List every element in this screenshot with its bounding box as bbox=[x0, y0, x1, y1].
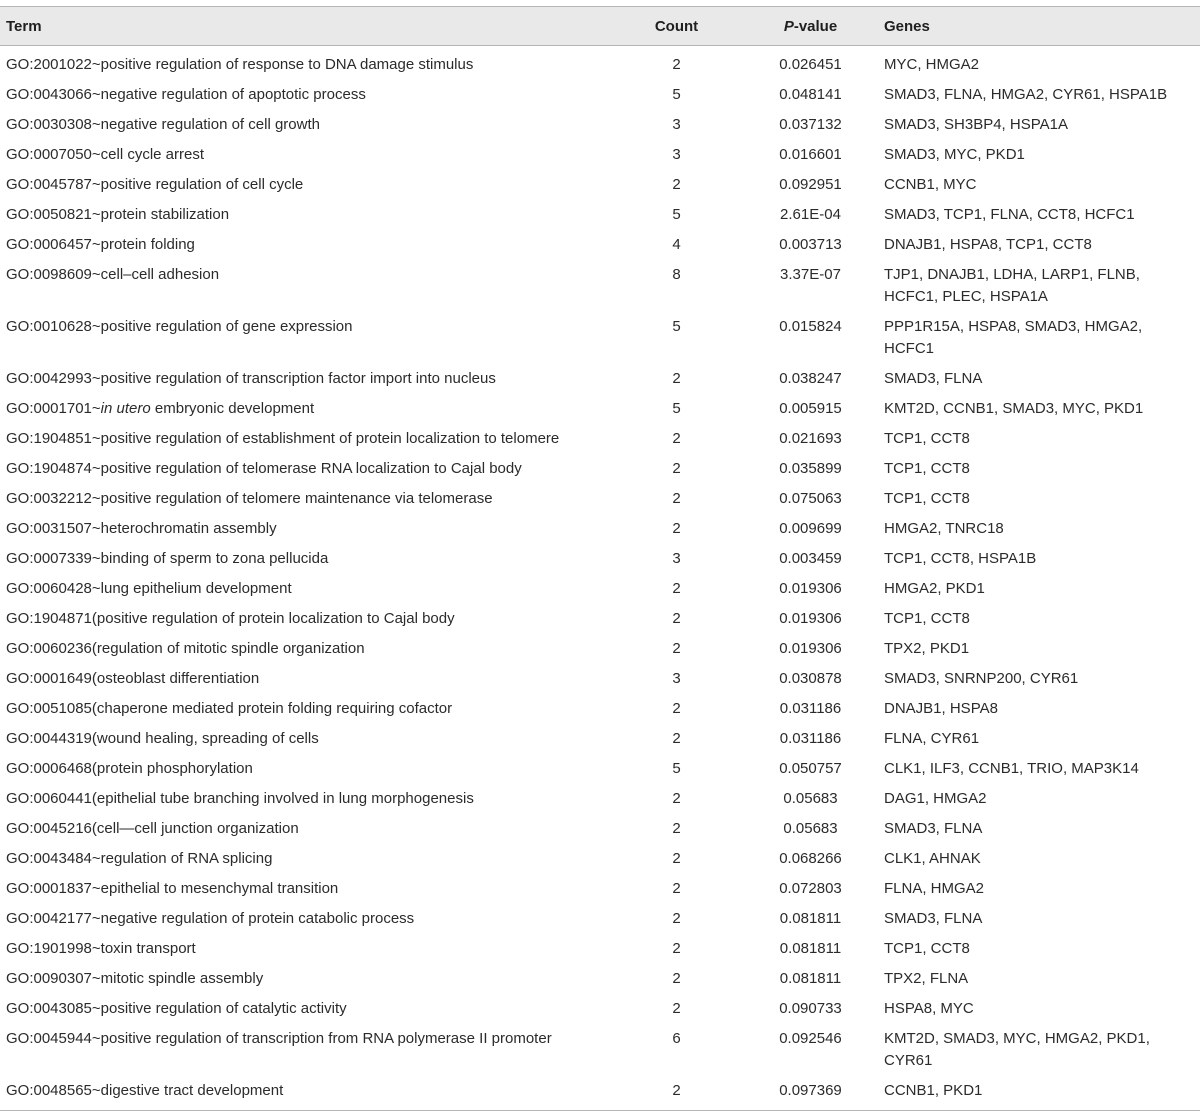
cell-count: 4 bbox=[672, 236, 681, 253]
cell-count: 5 bbox=[672, 400, 681, 417]
cell-genes: DAG1, HMGA2 bbox=[884, 790, 987, 807]
cell-term: GO:0045944~positive regulation of transcription from RNA polymerase II promoter bbox=[6, 1030, 552, 1047]
cell-p-value: 0.097369 bbox=[747, 1076, 874, 1111]
cell-genes: TCP1, CCT8 bbox=[884, 940, 970, 957]
header-term: Term bbox=[0, 7, 606, 46]
cell-term: GO:0060428~lung epithelium development bbox=[6, 580, 292, 597]
cell-genes: TCP1, CCT8 bbox=[884, 490, 970, 507]
cell-genes: SMAD3, FLNA, HMGA2, CYR61, HSPA1B bbox=[884, 86, 1168, 103]
table-row bbox=[0, 694, 1200, 724]
table-row bbox=[0, 664, 1200, 694]
cell-count: 2 bbox=[672, 610, 681, 627]
cell-count: 2 bbox=[672, 910, 681, 927]
cell-genes: SMAD3, FLNA bbox=[884, 370, 983, 387]
table-row bbox=[0, 844, 1200, 874]
cell-genes: TJP1, DNAJB1, LDHA, LARP1, FLNB, HCFC1, PLEC, HSPA1A bbox=[884, 266, 1140, 305]
cell-p-value: 0.015824 bbox=[779, 318, 842, 335]
cell-count: 5 bbox=[672, 318, 681, 335]
cell-genes: KMT2D, SMAD3, MYC, HMGA2, PKD1, CYR61 bbox=[884, 1030, 1150, 1069]
cell-genes: SMAD3, TCP1, FLNA, CCT8, HCFC1 bbox=[884, 206, 1135, 223]
cell-genes: DNAJB1, HSPA8 bbox=[884, 700, 998, 717]
cell-term: GO:0044319(wound healing, spreading of cells bbox=[6, 730, 319, 747]
table-row bbox=[0, 784, 1200, 814]
cell-p-value: 0.081811 bbox=[779, 970, 842, 987]
cell-term: GO:0030308~negative regulation of cell growth bbox=[6, 116, 320, 133]
cell-term-suffix: embryonic development bbox=[150, 400, 315, 417]
cell-p-value: 0.003459 bbox=[779, 550, 842, 567]
cell-genes: DNAJB1, HSPA8, TCP1, CCT8 bbox=[884, 236, 1092, 253]
cell-genes: CLK1, AHNAK bbox=[884, 850, 981, 867]
cell-p-value: 0.005915 bbox=[779, 400, 842, 417]
cell-p-value: 0.048141 bbox=[779, 86, 842, 103]
cell-p-value: 0.019306 bbox=[779, 640, 842, 657]
cell-term bbox=[0, 394, 606, 424]
cell-genes: HSPA8, MYC bbox=[884, 1000, 974, 1017]
cell-count: 2 bbox=[672, 700, 681, 717]
cell-term: GO:1904851~positive regulation of establishment of protein localization to telomere bbox=[6, 430, 560, 447]
cell-count: 2 bbox=[672, 880, 681, 897]
cell-p-value: 0.019306 bbox=[779, 610, 842, 627]
cell-p-value: 0.035899 bbox=[779, 460, 842, 477]
cell-p-value: 0.072803 bbox=[779, 880, 842, 897]
cell-term: GO:0060441(epithelial tube branching involved in lung morphogenesis bbox=[6, 790, 474, 807]
cell-p-value: 0.075063 bbox=[779, 490, 842, 507]
cell-count: 2 bbox=[672, 56, 681, 73]
cell-genes: SMAD3, SNRNP200, CYR61 bbox=[884, 670, 1079, 687]
table-row bbox=[0, 574, 1200, 604]
header-p-value bbox=[747, 7, 874, 46]
cell-p-value: 0.050757 bbox=[779, 760, 842, 777]
table-row bbox=[0, 80, 1200, 110]
cell-count: 3 bbox=[672, 116, 681, 133]
cell-p-value: 2.61E-04 bbox=[780, 206, 841, 223]
cell-term: GO:0045787~positive regulation of cell cycle bbox=[6, 176, 304, 193]
cell-p-value: 0.021693 bbox=[779, 430, 842, 447]
cell-p-value: 0.092546 bbox=[779, 1030, 842, 1047]
cell-genes: FLNA, CYR61 bbox=[884, 730, 980, 747]
go-enrichment-table bbox=[0, 6, 1200, 1111]
cell-count: 2 bbox=[672, 176, 681, 193]
table-row bbox=[0, 46, 1200, 81]
table-row bbox=[0, 994, 1200, 1024]
cell-term: GO:0051085(chaperone mediated protein folding requiring cofactor bbox=[6, 700, 453, 717]
table-row bbox=[0, 604, 1200, 634]
cell-term: GO:0043085~positive regulation of catalytic activity bbox=[6, 1000, 347, 1017]
cell-p-value: 0.031186 bbox=[779, 730, 842, 747]
cell-term: GO:0045216(cell—cell junction organization bbox=[6, 820, 299, 837]
cell-term: GO:2001022~positive regulation of response to DNA damage stimulus bbox=[6, 56, 474, 73]
table-row bbox=[0, 964, 1200, 994]
cell-term: GO:0032212~positive regulation of telomere maintenance via telomerase bbox=[6, 490, 493, 507]
cell-term: GO:0042993~positive regulation of transcription factor import into nucleus bbox=[6, 370, 496, 387]
table-row bbox=[0, 934, 1200, 964]
table-row bbox=[0, 140, 1200, 170]
cell-genes: CLK1, ILF3, CCNB1, TRIO, MAP3K14 bbox=[884, 760, 1139, 777]
table-row bbox=[0, 260, 1200, 312]
cell-count: 5 bbox=[672, 760, 681, 777]
table-row bbox=[0, 724, 1200, 754]
cell-genes: CCNB1, PKD1 bbox=[874, 1076, 1200, 1111]
cell-term: GO:0050821~protein stabilization bbox=[6, 206, 230, 223]
cell-p-value: 0.003713 bbox=[779, 236, 842, 253]
table-row bbox=[0, 544, 1200, 574]
cell-p-value: 3.37E-07 bbox=[780, 266, 841, 283]
cell-count: 2 bbox=[672, 430, 681, 447]
cell-count: 2 bbox=[606, 1076, 747, 1111]
cell-genes: TPX2, PKD1 bbox=[884, 640, 970, 657]
cell-genes: CCNB1, MYC bbox=[884, 176, 977, 193]
cell-term: GO:0042177~negative regulation of protein catabolic process bbox=[6, 910, 415, 927]
cell-count: 2 bbox=[672, 490, 681, 507]
table-row bbox=[0, 904, 1200, 934]
cell-genes: KMT2D, CCNB1, SMAD3, MYC, PKD1 bbox=[884, 400, 1144, 417]
cell-term: GO:0043066~negative regulation of apoptotic process bbox=[6, 86, 366, 103]
cell-term: GO:0098609~cell–cell adhesion bbox=[6, 266, 220, 283]
cell-term-italic: in utero bbox=[100, 400, 151, 417]
cell-count: 2 bbox=[672, 520, 681, 537]
cell-genes: SMAD3, FLNA bbox=[884, 910, 983, 927]
cell-count: 3 bbox=[672, 146, 681, 163]
table-row bbox=[0, 754, 1200, 784]
cell-genes: TCP1, CCT8 bbox=[884, 610, 970, 627]
header-p-suffix: -value bbox=[793, 17, 838, 35]
table-row bbox=[0, 814, 1200, 844]
cell-count: 5 bbox=[672, 206, 681, 223]
cell-term: GO:0006457~protein folding bbox=[6, 236, 195, 253]
cell-p-value: 0.009699 bbox=[779, 520, 842, 537]
cell-count: 6 bbox=[672, 1030, 681, 1047]
cell-count: 2 bbox=[672, 940, 681, 957]
header-genes: Genes bbox=[874, 7, 1200, 46]
cell-count: 2 bbox=[672, 460, 681, 477]
cell-term: GO:0010628~positive regulation of gene expression bbox=[6, 318, 353, 335]
cell-count: 8 bbox=[672, 266, 681, 283]
cell-count: 3 bbox=[672, 550, 681, 567]
cell-count: 5 bbox=[672, 86, 681, 103]
cell-genes: TCP1, CCT8 bbox=[884, 460, 970, 477]
cell-p-value: 0.019306 bbox=[779, 580, 842, 597]
cell-p-value: 0.092951 bbox=[779, 176, 842, 193]
table-row bbox=[0, 394, 1200, 424]
cell-p-value: 0.090733 bbox=[779, 1000, 842, 1017]
cell-term: GO:0043484~regulation of RNA splicing bbox=[6, 850, 273, 867]
table-row bbox=[0, 1024, 1200, 1076]
cell-count: 2 bbox=[672, 970, 681, 987]
table-row bbox=[0, 364, 1200, 394]
cell-p-value: 0.068266 bbox=[779, 850, 842, 867]
cell-genes: MYC, HMGA2 bbox=[884, 56, 980, 73]
cell-term: GO:1904871(positive regulation of protein localization to Cajal body bbox=[6, 610, 455, 627]
cell-term: GO:0090307~mitotic spindle assembly bbox=[6, 970, 264, 987]
cell-p-value: 0.026451 bbox=[779, 56, 842, 73]
cell-genes: HMGA2, PKD1 bbox=[884, 580, 985, 597]
cell-term: GO:1901998~toxin transport bbox=[6, 940, 196, 957]
cell-term: GO:0031507~heterochromatin assembly bbox=[6, 520, 277, 537]
cell-genes: SMAD3, FLNA bbox=[884, 820, 983, 837]
table-row bbox=[0, 514, 1200, 544]
header-count: Count bbox=[606, 7, 747, 46]
cell-genes: SMAD3, SH3BP4, HSPA1A bbox=[884, 116, 1068, 133]
cell-count: 2 bbox=[672, 790, 681, 807]
table-row bbox=[0, 484, 1200, 514]
cell-term: GO:0001649(osteoblast differentiation bbox=[6, 670, 260, 687]
cell-p-value: 0.016601 bbox=[779, 146, 842, 163]
cell-genes: HMGA2, TNRC18 bbox=[884, 520, 1004, 537]
cell-term: GO:0001837~epithelial to mesenchymal transition bbox=[6, 880, 339, 897]
header-p-italic: P bbox=[783, 17, 794, 35]
cell-genes: FLNA, HMGA2 bbox=[884, 880, 985, 897]
cell-term: GO:0007339~binding of sperm to zona pellucida bbox=[6, 550, 329, 567]
cell-p-value: 0.081811 bbox=[779, 940, 842, 957]
cell-genes: TCP1, CCT8, HSPA1B bbox=[884, 550, 1037, 567]
cell-p-value: 0.030878 bbox=[779, 670, 842, 687]
cell-count: 2 bbox=[672, 730, 681, 747]
table-row bbox=[0, 312, 1200, 364]
cell-count: 3 bbox=[672, 670, 681, 687]
cell-count: 2 bbox=[672, 580, 681, 597]
cell-count: 2 bbox=[672, 850, 681, 867]
table-body bbox=[0, 46, 1200, 1111]
table-row bbox=[0, 454, 1200, 484]
cell-p-value: 0.037132 bbox=[779, 116, 842, 133]
cell-p-value: 0.05683 bbox=[783, 820, 838, 837]
table-row bbox=[0, 634, 1200, 664]
table-row bbox=[0, 200, 1200, 230]
cell-count: 2 bbox=[672, 1000, 681, 1017]
cell-count: 2 bbox=[672, 820, 681, 837]
cell-term: GO:0006468(protein phosphorylation bbox=[6, 760, 253, 777]
table-row bbox=[0, 424, 1200, 454]
cell-count: 2 bbox=[672, 640, 681, 657]
cell-genes: TPX2, FLNA bbox=[884, 970, 969, 987]
table-row bbox=[0, 874, 1200, 904]
cell-genes: SMAD3, MYC, PKD1 bbox=[884, 146, 1025, 163]
table-header-row bbox=[0, 7, 1200, 46]
cell-term: GO:1904874~positive regulation of telomerase RNA localization to Cajal body bbox=[6, 460, 522, 477]
cell-count: 2 bbox=[672, 370, 681, 387]
cell-term: GO:0007050~cell cycle arrest bbox=[6, 146, 205, 163]
table-row bbox=[0, 170, 1200, 200]
cell-genes: PPP1R15A, HSPA8, SMAD3, HMGA2, HCFC1 bbox=[884, 318, 1143, 357]
table-row bbox=[0, 1076, 1200, 1111]
cell-term-prefix: GO:0001701~ bbox=[6, 400, 101, 417]
cell-term: GO:0060236(regulation of mitotic spindle organization bbox=[6, 640, 365, 657]
cell-p-value: 0.081811 bbox=[779, 910, 842, 927]
cell-p-value: 0.05683 bbox=[783, 790, 838, 807]
table-row bbox=[0, 230, 1200, 260]
table-row bbox=[0, 110, 1200, 140]
cell-term: GO:0048565~digestive tract development bbox=[0, 1076, 606, 1111]
cell-p-value: 0.031186 bbox=[779, 700, 842, 717]
cell-genes: TCP1, CCT8 bbox=[884, 430, 970, 447]
cell-p-value: 0.038247 bbox=[779, 370, 842, 387]
